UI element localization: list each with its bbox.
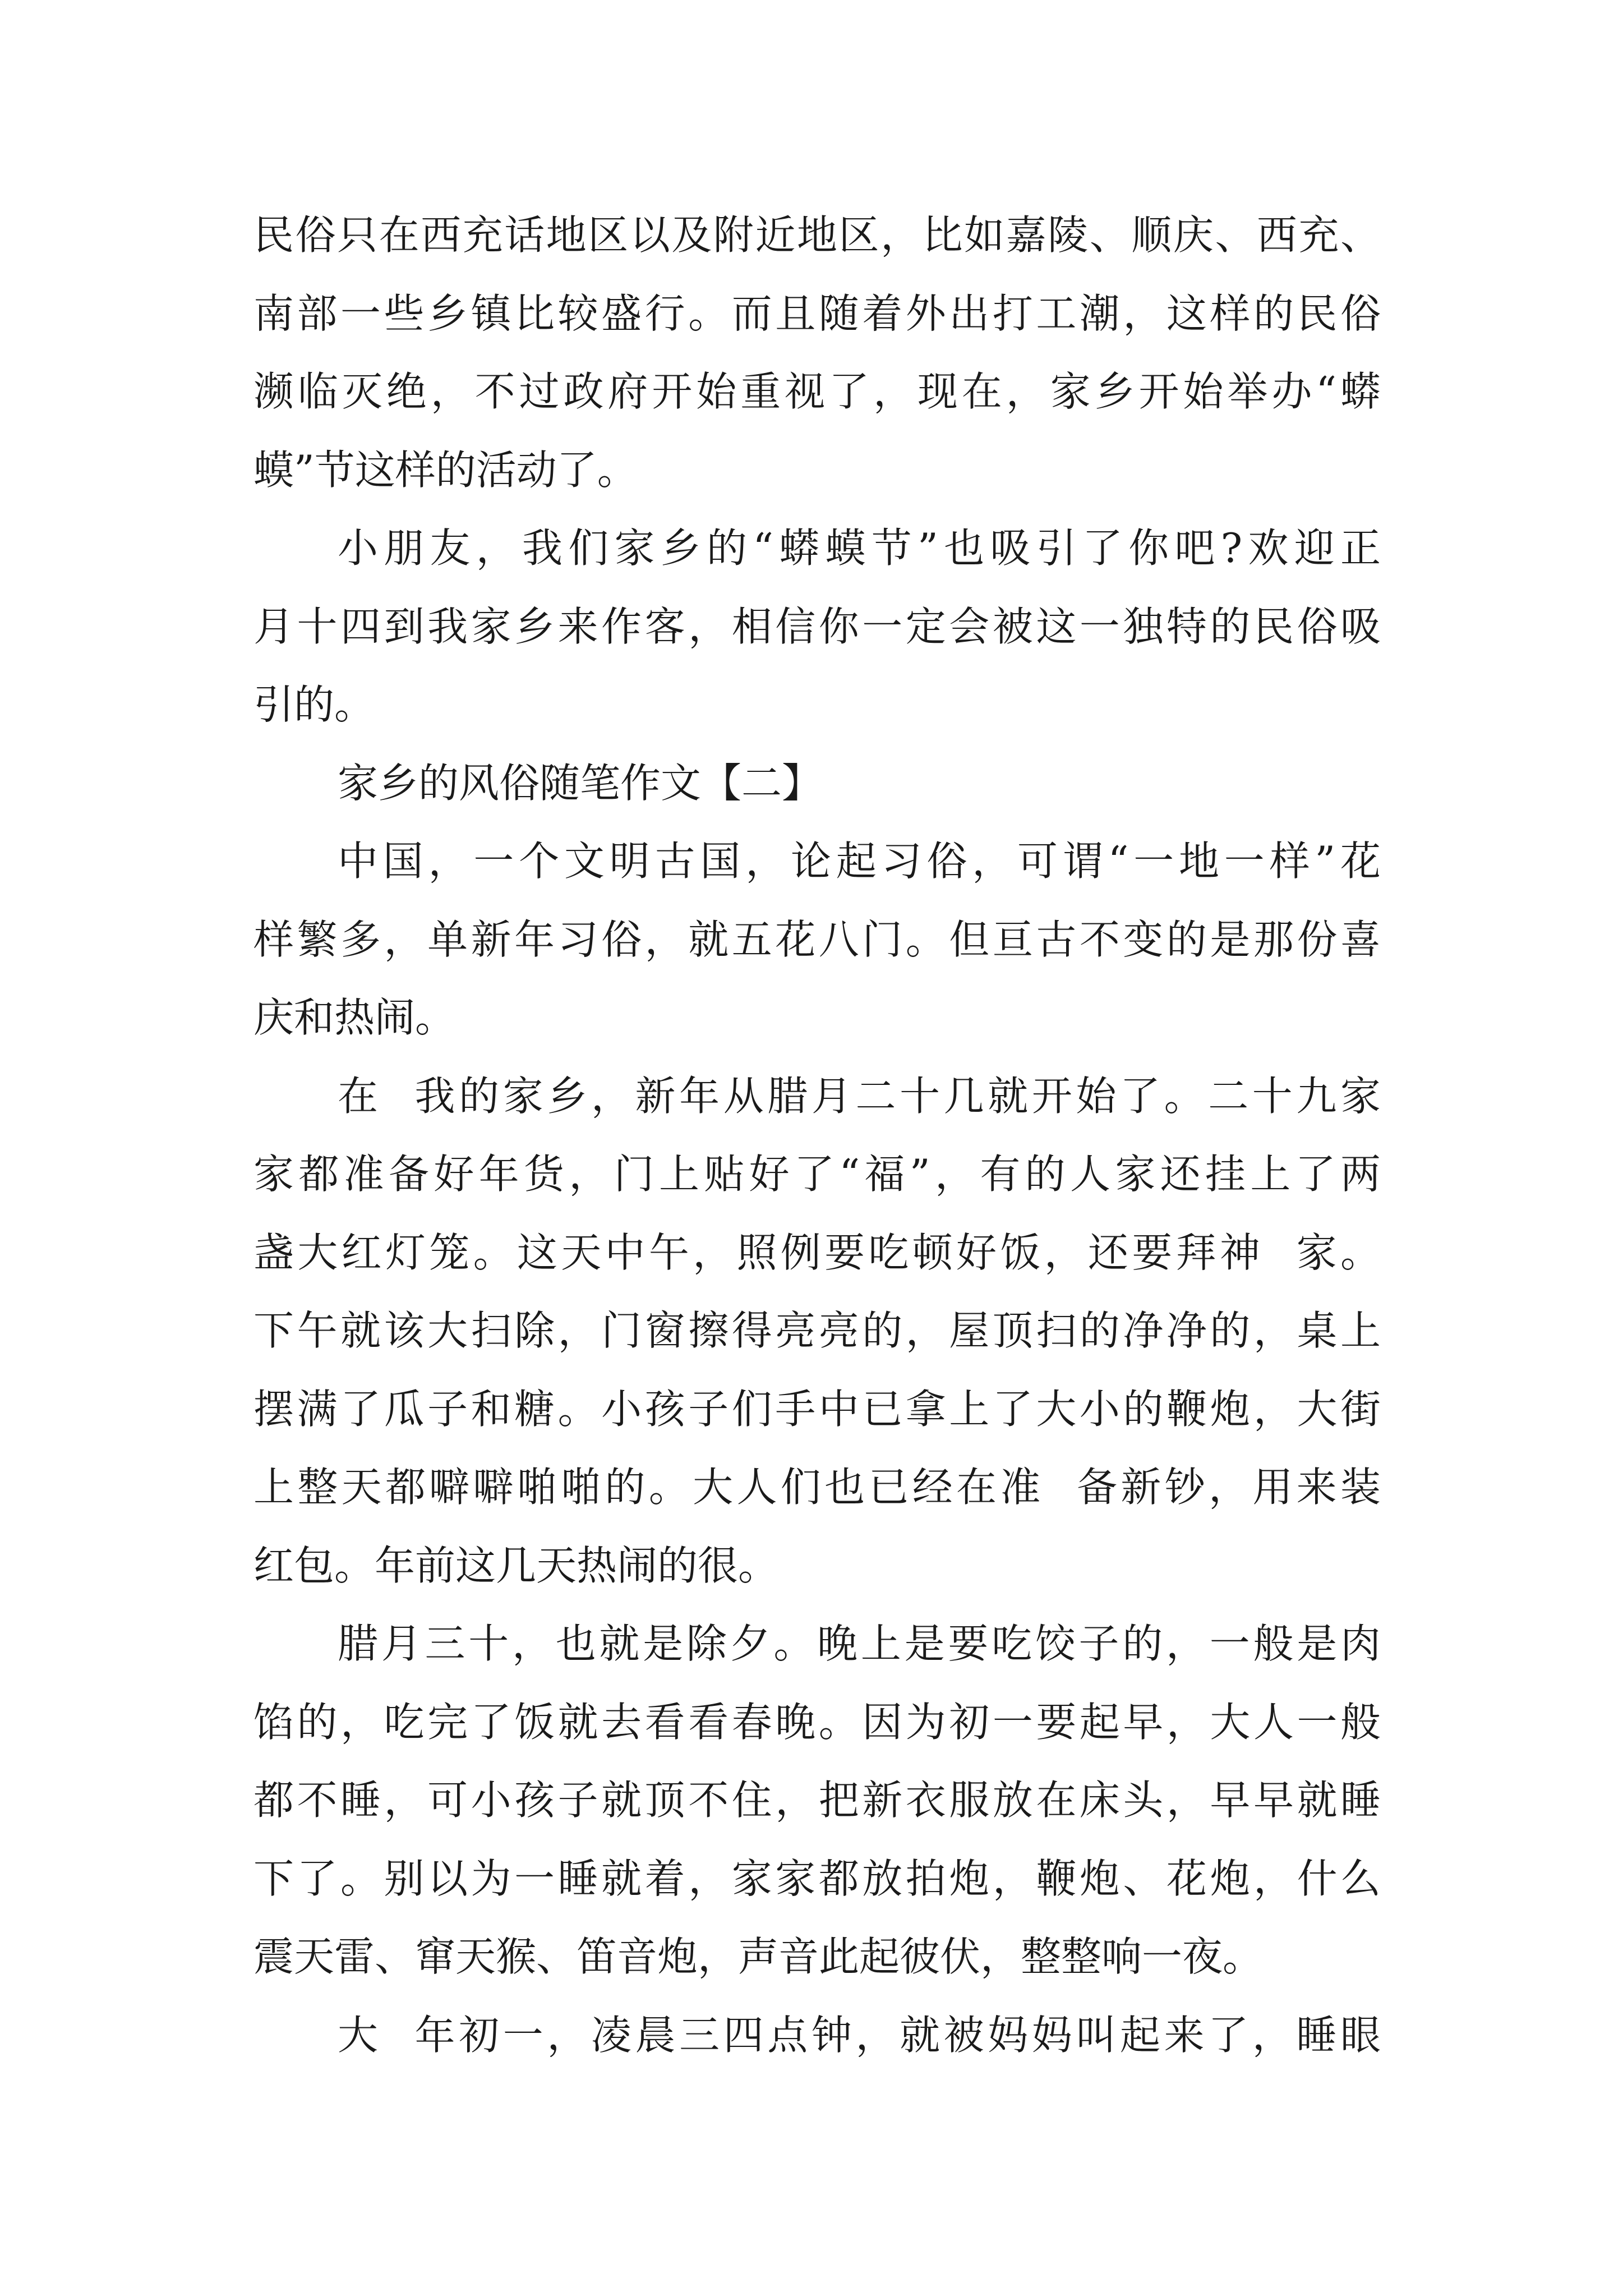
text-line: 摆满了瓜子和糖。小孩子们手中已拿上了大小的鞭炮，大街 <box>253 1385 1381 1433</box>
text-line: 腊月三十，也就是除夕。晚上是要吃饺子的，一般是肉 <box>338 1620 1381 1667</box>
text-line: 小朋友，我们家乡的“蟒蟆节”也吸引了你吧?欢迎正 <box>338 524 1381 572</box>
text-line: 蟆”节这样的活动了。 <box>253 446 638 494</box>
text-line: 震天雷、窜天猴、笛音炮，声音此起彼伏，整整响一夜。 <box>253 1933 1264 1980</box>
text-line: 红包。年前这几天热闹的很。 <box>253 1542 779 1589</box>
text-line: 下了。别以为一睡就着，家家都放拍炮，鞭炮、花炮，什么 <box>253 1855 1381 1902</box>
text-line: 馅的，吃完了饭就去看看春晚。因为初一要起早，大人一般 <box>253 1698 1381 1746</box>
text-line: 庆和热闹。 <box>253 994 456 1041</box>
text-line: 大 年初一，凌晨三四点钟，就被妈妈叫起来了，睡眼 <box>338 2011 1381 2059</box>
text-line: 民俗只在西充话地区以及附近地区，比如嘉陵、顺庆、西充、 <box>253 211 1381 259</box>
document-body <box>253 196 1381 2074</box>
text-line: 样繁多，单新年习俗，就五花八门。但亘古不变的是那份喜 <box>253 915 1381 963</box>
section-heading: 家乡的风俗随笔作文【二】 <box>338 759 823 807</box>
text-line: 在 我的家乡，新年从腊月二十几就开始了。二十九家 <box>338 1072 1381 1120</box>
text-line: 家都准备好年货，门上贴好了“福”，有的人家还挂上了两 <box>253 1151 1381 1198</box>
text-line: 月十四到我家乡来作客，相信你一定会被这一独特的民俗吸 <box>253 602 1381 650</box>
text-line: 下午就该大扫除，门窗擦得亮亮的，屋顶扫的净净的，桌上 <box>253 1307 1381 1354</box>
text-line: 上整天都噼噼啪啪的。大人们也已经在准 备新钞，用来装 <box>253 1464 1381 1511</box>
text-line: 引的。 <box>253 681 375 728</box>
text-line: 中国，一个文明古国，论起习俗，可谓“一地一样”花 <box>338 838 1381 885</box>
text-line: 盏大红灯笼。这天中午，照例要吃顿好饭，还要拜神 家。 <box>253 1228 1381 1276</box>
text-line: 南部一些乡镇比较盛行。而且随着外出打工潮，这样的民俗 <box>253 289 1381 337</box>
text-line: 濒临灭绝，不过政府开始重视了，现在，家乡开始举办“蟒 <box>253 368 1381 415</box>
text-line: 都不睡，可小孩子就顶不住，把新衣服放在床头，早早就睡 <box>253 1777 1381 1824</box>
